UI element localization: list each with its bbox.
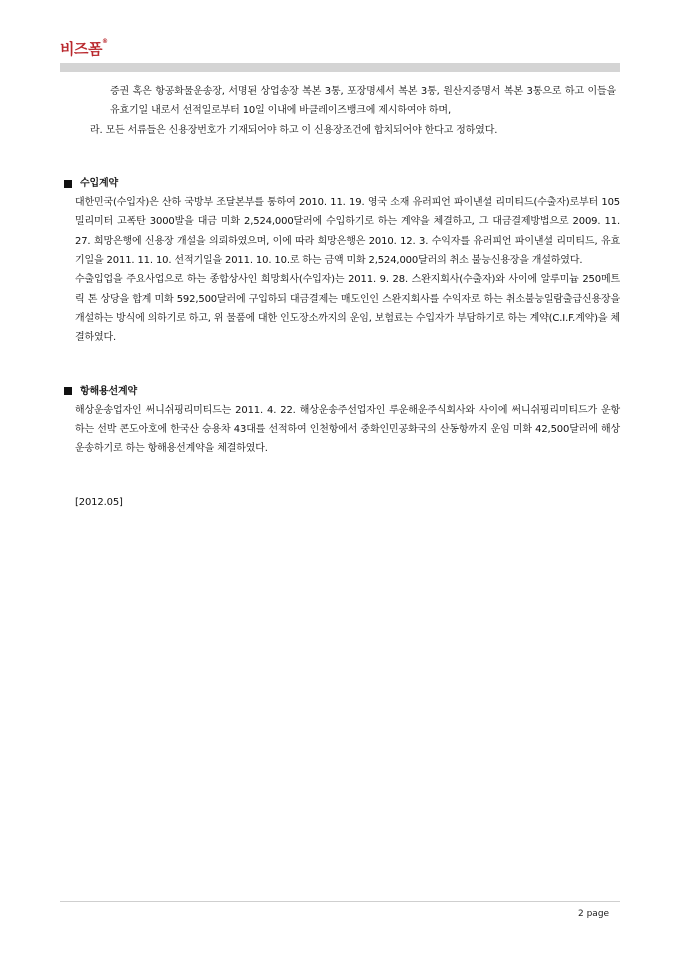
document-body [64,82,620,512]
paragraph: 해상운송업자인 써니쉬핑리미티드는 2011. 4. 22. 해상운송주선업자인 루운해운주식회사와 사이에 써니쉬핑리미티드가 운항하는 선박 콘도아호에 한국산 승용차 43대를 선적하여 인천항에서 중화인민공화국의 산동항까지 운임 미화 42,500달러에 해상운송하기로 하는 항해용선계약을 체결하였다. [75,404,620,455]
bizform-logo[interactable] [60,38,107,59]
section-heading [64,382,620,401]
section-body [75,193,620,347]
square-bullet-icon [64,387,72,395]
paragraph: 수출입업을 주요사업으로 하는 종합상사인 희망회사(수입자)는 2011. 9. 28. 스완지회사(수출자)와 사이에 알루미늄 250메트릭 톤 상당을 합계 미화 592,500달러에 구입하되 대금결제는 매도인인 스완지회사를 수익자로 하는 취소불능일람출급신용장을 개설하는 방식에 의하기로 하고, 위 물품에 대한 인도장소까지의 운임, 보험료는 수입자가 부담하기로 하는 계약(C.I.F.계약)을 체결하였다. [75,274,620,344]
list-item-ra: 라. 모든 서류들은 신용장번호가 기재되어야 하고 이 신용장조건에 합치되어야 한다고 정하였다. [90,124,498,136]
section-charter-contract [64,382,620,459]
footer-divider [60,901,620,902]
section-title: 수입계약 [80,177,119,189]
section-import-contract [64,174,620,348]
header-bar [60,63,620,72]
square-bullet-icon [64,180,72,188]
logo-text: 비즈폼 [60,40,102,58]
section-title: 항해용선계약 [80,385,138,397]
page-number: 2 page [578,909,610,919]
registered-mark: ® [101,38,108,45]
intro-continued-text: 증권 혹은 항공화물운송장, 서명된 상업송장 복본 3통, 포장명세서 복본 3통, 원산지증명서 복본 3통으로 하고 이들을 유효기일 내로서 선적일로부터 10일 이내에 바클레이즈뱅크에 제시하여야 하며, [110,86,616,117]
paragraph: 대한민국(수입자)은 산하 국방부 조달본부를 통하여 2010. 11. 19. 영국 소재 유러피언 파이낸셜 리미티드(수출자)로부터 105밀리미터 고폭탄 3000발을 대금 미화 2,524,000달러에 수입하기로 하는 계약을 체결하고, 그 대금결제방법으로 2009. 11. 27. 희망은행에 신용장 개설을 의뢰하였으며, 이에 따라 희망은행은 2010. 12. 3. 수익자를 유러피언 파이낸셜 리미티드, 유효기일을 2011. 11. 10. 선적기일을 2011. 10. 10.로 하는 금액 미화 2,524,000달러의 취소 불능신용장을 개설하였다. [75,197,620,267]
date-note: [2012.05] [75,496,123,508]
section-heading [64,174,620,193]
section-body [75,401,620,459]
